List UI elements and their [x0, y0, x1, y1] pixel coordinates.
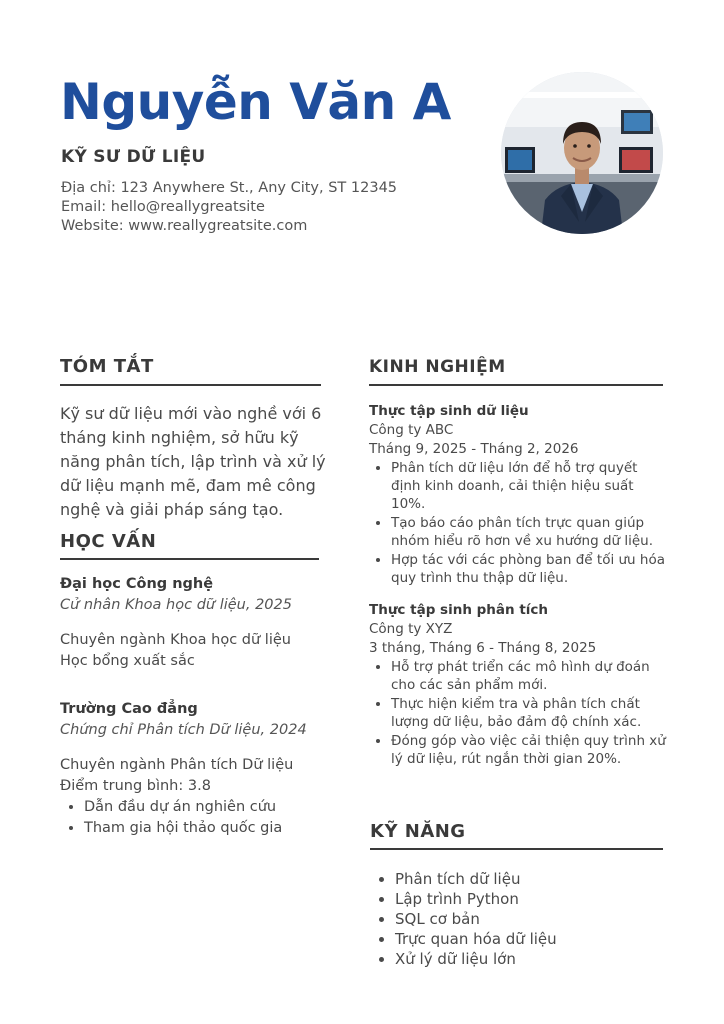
experience-entry — [369, 402, 669, 588]
skills-divider — [370, 848, 663, 850]
list-item: • Trực quan hóa dữ liệu — [395, 929, 557, 949]
job-title: KỸ SƯ DỮ LIỆU — [61, 147, 206, 167]
website: Website: www.reallygreatsite.com — [61, 218, 308, 234]
profile-photo — [501, 72, 663, 234]
school-name: Đại học Công nghệ — [60, 576, 214, 592]
list-item: • Lập trình Python — [395, 889, 557, 909]
person-name: Nguyễn Văn A — [60, 73, 451, 131]
email: Email: hello@reallygreatsite — [61, 199, 265, 215]
contact-info — [61, 179, 397, 236]
list-item: • Phân tích dữ liệu — [395, 869, 557, 889]
company: Công ty XYZ — [369, 621, 453, 637]
experience-entry — [369, 601, 669, 769]
list-item: • SQL cơ bản — [395, 909, 557, 929]
summary-text: Kỹ sư dữ liệu mới vào nghề với 6 tháng kinh nghiệm, sở hữu kỹ năng phân tích, lập trình và xử lý dữ liệu mạnh mẽ, đam mê công nghệ và giải pháp sáng tạo. — [60, 404, 326, 519]
list-item: • Hợp tác với các phòng ban để tối ưu hóa quy trình thu thập dữ liệu. — [391, 551, 669, 587]
job-period: 3 tháng, Tháng 6 - Tháng 8, 2025 — [369, 640, 597, 656]
award: Học bổng xuất sắc — [60, 653, 195, 669]
company: Công ty ABC — [369, 422, 454, 438]
list-item: • Dẫn đầu dự án nghiên cứu — [84, 797, 330, 818]
education-entry — [60, 574, 330, 672]
summary-divider — [60, 384, 321, 386]
list-item: • Phân tích dữ liệu lớn để hỗ trợ quyết định kinh doanh, cải thiện hiệu suất 10%. — [391, 459, 669, 513]
degree: Chứng chỉ Phân tích Dữ liệu, 2024 — [60, 722, 307, 738]
job-bullets — [369, 658, 669, 768]
job-role: Thực tập sinh phân tích — [369, 602, 549, 618]
major: Chuyên ngành Phân tích Dữ liệu — [60, 757, 294, 773]
job-bullets — [369, 459, 669, 587]
list-item: • Thực hiện kiểm tra và phân tích chất lượng dữ liệu, bảo đảm độ chính xác. — [391, 695, 669, 731]
list-item: • Tham gia hội thảo quốc gia — [84, 818, 330, 839]
list-item: • Đóng góp vào việc cải thiện quy trình xử lý dữ liệu, rút ngắn thời gian 20%. — [391, 732, 669, 768]
job-role: Thực tập sinh dữ liệu — [369, 403, 529, 419]
job-period: Tháng 9, 2025 - Tháng 2, 2026 — [369, 441, 579, 457]
list-item: • Xử lý dữ liệu lớn — [395, 949, 557, 969]
major: Chuyên ngành Khoa học dữ liệu — [60, 632, 291, 648]
experience-divider — [369, 384, 663, 386]
profile-photo-image — [501, 72, 663, 234]
school-name: Trường Cao đẳng — [60, 701, 198, 717]
list-item: • Hỗ trợ phát triển các mô hình dự đoán cho các sản phẩm mới. — [391, 658, 669, 694]
degree: Cử nhân Khoa học dữ liệu, 2025 — [60, 597, 292, 613]
education-entry — [60, 699, 330, 839]
skills-heading: KỸ NĂNG — [370, 821, 466, 842]
gpa: Điểm trung bình: 3.8 — [60, 778, 211, 794]
experience-heading: KINH NGHIỆM — [369, 357, 506, 377]
education-heading: HỌC VẤN — [60, 531, 157, 552]
skills-list — [371, 869, 557, 969]
address: Địa chỉ: 123 Anywhere St., Any City, ST 12345 — [61, 180, 398, 196]
education-divider — [60, 558, 319, 560]
summary-heading: TÓM TẮT — [60, 356, 154, 377]
list-item: • Tạo báo cáo phân tích trực quan giúp nhóm hiểu rõ hơn về xu hướng dữ liệu. — [391, 514, 669, 550]
education-bullets — [60, 797, 330, 839]
